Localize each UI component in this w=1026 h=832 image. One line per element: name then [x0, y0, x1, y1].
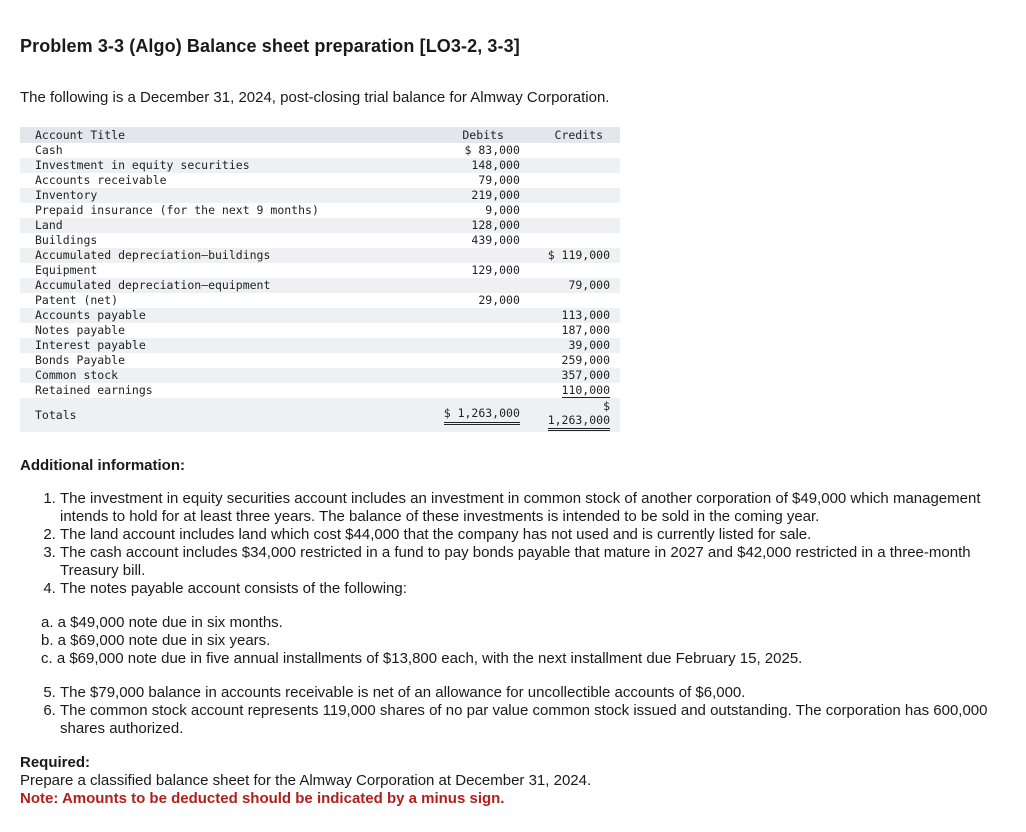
header-debits: Debits [423, 127, 520, 143]
account-cell: Accumulated depreciation–buildings [20, 248, 423, 263]
table-row [20, 218, 620, 233]
credit-cell [520, 173, 620, 188]
table-row [20, 308, 620, 323]
notes-payable-sublist [41, 614, 990, 668]
credit-cell [520, 203, 620, 218]
list-item: 3. The cash account includes $34,000 restricted in a fund to pay bonds payable that mature in 2027 and $42,000 restricted in a three-month Treasury bill. [60, 544, 990, 580]
debit-cell [423, 248, 520, 263]
debit-cell: 29,000 [478, 293, 520, 307]
list-item [41, 580, 990, 668]
totals-debit-value: $ 1,263,000 [444, 406, 520, 425]
totals-row [20, 398, 620, 432]
credit-cell: 113,000 [520, 308, 620, 323]
account-cell: Cash [35, 143, 63, 157]
table-row [20, 353, 620, 368]
debit-cell [423, 323, 520, 338]
table-row [20, 323, 620, 338]
sub-list-item: c. a $69,000 note due in five annual installments of $13,800 each, with the next installment due February 15, 2025. [41, 650, 803, 667]
sub-list-item: a. a $49,000 note due in six months. [41, 614, 283, 631]
account-cell: Prepaid insurance (for the next 9 months) [35, 203, 319, 217]
credit-cell: 187,000 [561, 323, 610, 337]
page-title: Problem 3-3 (Algo) Balance sheet preparation [LO3-2, 3-3] [20, 36, 520, 56]
totals-credit-symbol: $ [603, 399, 610, 413]
account-cell: Notes payable [35, 323, 126, 337]
table-row [20, 203, 620, 218]
table-row [20, 383, 620, 398]
account-cell: Accumulated depreciation–equipment [20, 278, 423, 293]
account-cell: Accounts payable [20, 308, 423, 323]
account-cell: Inventory [20, 188, 423, 203]
table-row [20, 338, 620, 353]
required-label: Required: [20, 754, 91, 771]
credit-cell [520, 263, 620, 278]
list-item: 5. The $79,000 balance in accounts receivable is net of an allowance for uncollectible accounts of $6,000. [60, 684, 990, 702]
account-cell: Buildings [35, 233, 98, 247]
table-row [20, 158, 620, 173]
table-row [20, 173, 620, 188]
credit-cell [520, 233, 620, 248]
account-cell: Investment in equity securities [20, 158, 423, 173]
debit-cell: 128,000 [423, 218, 520, 233]
debit-cell [423, 338, 520, 353]
table-row [20, 278, 620, 293]
intro-text: The following is a December 31, 2024, post-closing trial balance for Almway Corporation. [20, 89, 610, 106]
credit-cell [520, 293, 620, 308]
table-row [20, 293, 620, 308]
list-item-text: The notes payable account consists of the following: [60, 580, 407, 597]
credit-cell [520, 218, 620, 233]
credit-cell: 79,000 [520, 278, 620, 293]
required-note: Note: Amounts to be deducted should be indicated by a minus sign. [20, 790, 505, 807]
table-row [20, 188, 620, 203]
account-cell: Land [20, 218, 423, 233]
debit-cell: 129,000 [471, 263, 520, 277]
credit-cell [520, 158, 620, 173]
table-row [20, 248, 620, 263]
totals-credit-wrap [548, 399, 610, 431]
totals-debit [423, 398, 520, 432]
debit-cell: 148,000 [423, 158, 520, 173]
trial-balance-table [20, 127, 620, 432]
debit-cell [423, 353, 520, 368]
debit-cell [423, 368, 520, 383]
credit-underlined-value: 110,000 [561, 383, 610, 397]
account-cell: Accounts receivable [35, 173, 167, 187]
list-item: 1. The investment in equity securities account includes an investment in common stock of another corporation of $49,000 which management intends to hold for at least three years. The balance of these investments is intended to be sold in the coming year. [60, 490, 990, 526]
totals-credit [520, 398, 620, 432]
table-header-row [20, 127, 620, 143]
account-cell: Bonds Payable [35, 353, 126, 367]
credit-cell: 357,000 [520, 368, 620, 383]
header-credits: Credits [520, 127, 620, 143]
debit-cell: 439,000 [471, 233, 520, 247]
debit-cell: $ 83,000 [464, 143, 520, 157]
debit-cell [423, 278, 520, 293]
credit-cell: 259,000 [561, 353, 610, 367]
table-row [20, 233, 620, 248]
header-account-title: Account Title [20, 127, 423, 143]
table-row [20, 143, 620, 158]
credit-cell [520, 143, 620, 158]
required-text: Prepare a classified balance sheet for the Almway Corporation at December 31, 2024. [20, 772, 592, 789]
table-row [20, 263, 620, 278]
account-cell: Common stock [20, 368, 423, 383]
additional-info-list [40, 490, 990, 738]
debit-cell [423, 308, 520, 323]
debit-cell [423, 383, 520, 398]
debit-cell: 9,000 [485, 203, 520, 217]
list-item: 6. The common stock account represents 119,000 shares of no par value common stock issued and outstanding. The corporation has 600,000 shares authorized. [60, 702, 990, 738]
totals-credit-value: 1,263,000 [547, 413, 610, 427]
credit-cell [520, 188, 620, 203]
additional-info-heading: Additional information: [20, 457, 185, 474]
table-row [20, 368, 620, 383]
sub-list-item: b. a $69,000 note due in six years. [41, 632, 271, 649]
debit-cell: 79,000 [478, 173, 520, 187]
debit-cell: 219,000 [423, 188, 520, 203]
credit-cell [520, 383, 620, 398]
required-section [20, 754, 591, 808]
credit-cell: $ 119,000 [520, 248, 620, 263]
account-cell: Equipment [35, 263, 98, 277]
account-cell: Interest payable [20, 338, 423, 353]
totals-label: Totals [20, 398, 423, 432]
account-cell: Retained earnings [35, 383, 153, 397]
account-cell: Patent (net) [35, 293, 119, 307]
list-item: 2. The land account includes land which cost $44,000 that the company has not used and is currently listed for sale. [60, 526, 990, 544]
credit-cell: 39,000 [520, 338, 620, 353]
